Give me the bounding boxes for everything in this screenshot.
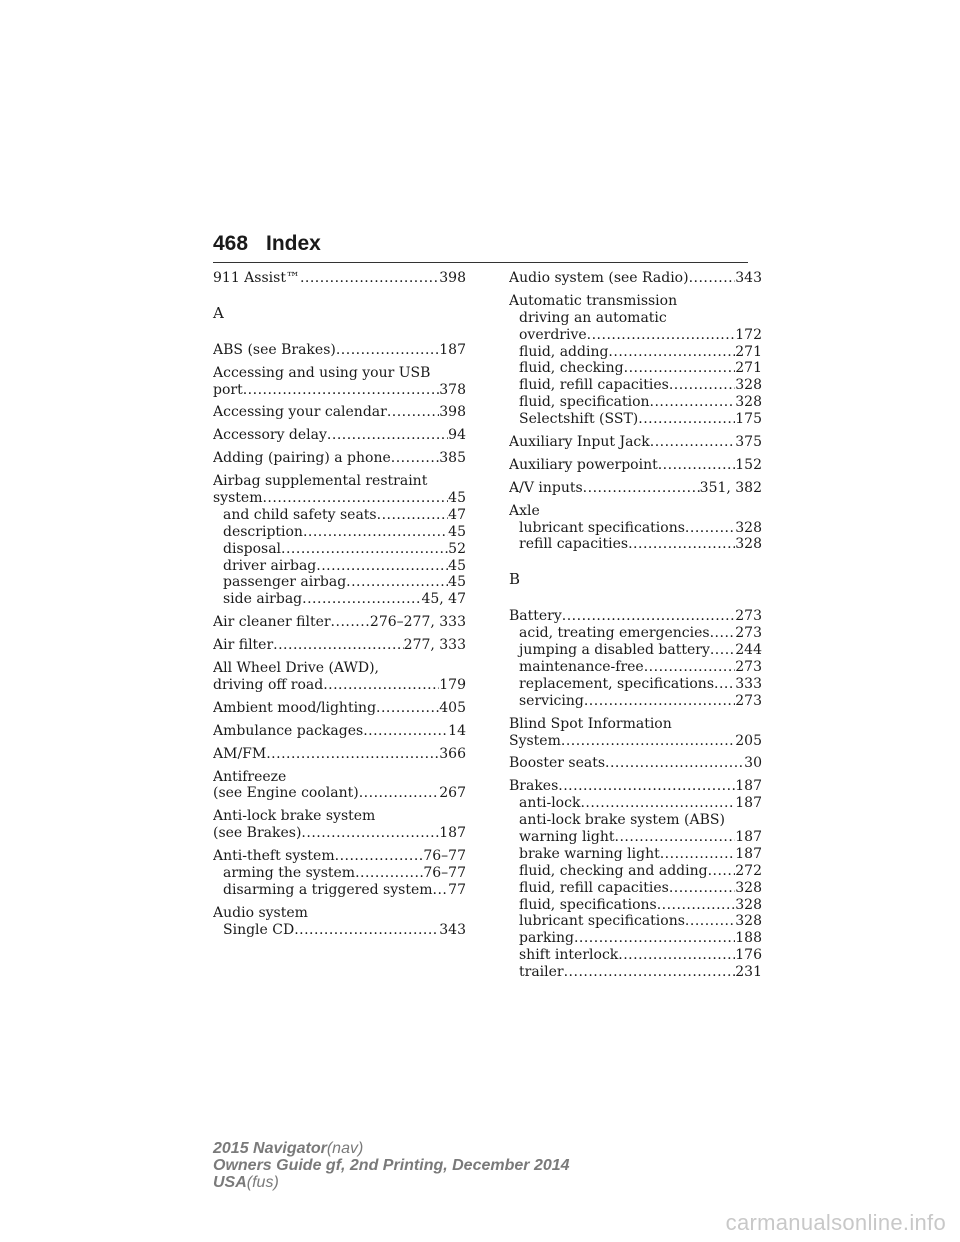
index-entry-line [213, 825, 466, 842]
index-subentry-line [509, 394, 762, 411]
index-entry [213, 427, 466, 444]
entry-label: fluid, adding [519, 343, 609, 360]
page-reference[interactable]: 398 [439, 270, 466, 286]
index-subentry-line [213, 922, 466, 939]
dot-leader [558, 778, 735, 795]
index-subentry-line [213, 558, 466, 575]
index-subentry-line [213, 524, 466, 541]
page-reference[interactable]: 45 [448, 490, 466, 507]
entry-label: description [223, 523, 303, 540]
dot-leader [262, 490, 448, 507]
index-entry-line [213, 637, 466, 654]
entry-label: Accessing and using your USB [213, 364, 431, 381]
entry-label: Accessing your calendar [213, 404, 387, 421]
index-entry [213, 473, 466, 608]
entry-label: Adding (pairing) a phone [213, 450, 391, 467]
dot-leader [650, 434, 736, 451]
entry-label: Selectshift (SST) [519, 411, 639, 428]
entry-label: Axle [509, 502, 540, 519]
dot-leader [302, 591, 421, 608]
dot-leader [273, 637, 404, 654]
index-entry [509, 434, 762, 451]
index-subentry-line [509, 536, 762, 553]
dot-leader [650, 394, 736, 411]
entry-label: lubricant specifications [519, 519, 685, 536]
page-reference[interactable]: 385 [439, 450, 466, 467]
watermark: carmanualsonline.info [725, 1210, 946, 1235]
dot-leader [562, 608, 735, 625]
entry-label: and child safety seats [223, 506, 377, 523]
index-subentry-line [213, 541, 466, 558]
page-reference[interactable]: 45, 47 [421, 591, 466, 608]
index-entry [509, 503, 762, 554]
index-entry-line [509, 293, 762, 310]
index-entry-line [213, 473, 466, 490]
entry-label: fluid, refill capacities [519, 377, 669, 394]
dot-leader [387, 404, 439, 421]
entry-label: Accessory delay [213, 427, 327, 444]
index-entry [213, 637, 466, 654]
dot-leader [669, 880, 735, 897]
dot-leader [376, 700, 439, 717]
index-entry-line [509, 755, 762, 772]
index-subentry-line [509, 913, 762, 930]
index-entry [509, 480, 762, 497]
page-number: 468 [213, 232, 249, 255]
page-reference[interactable]: 328 [735, 896, 762, 913]
index-entry [213, 769, 466, 803]
index-subentry-line [509, 693, 762, 710]
index-subentry-line [509, 897, 762, 914]
page-reference[interactable]: 271 [735, 360, 762, 377]
index-subentry-line [509, 947, 762, 964]
dot-leader [638, 411, 735, 428]
index-entry-line [213, 490, 466, 507]
section-letter: B [509, 570, 521, 589]
dot-leader [618, 947, 735, 964]
index-subentry-line [213, 865, 466, 882]
index-entry-line [213, 808, 466, 825]
footer-line-model: 2015 Navigator(nav) [213, 1140, 364, 1157]
dot-leader [331, 614, 370, 631]
index-entry [213, 270, 466, 287]
page-reference[interactable]: 351, 382 [699, 479, 762, 496]
dot-leader [363, 723, 448, 740]
index-entry [213, 808, 466, 842]
dot-leader [583, 480, 700, 497]
index-entry [509, 755, 762, 772]
index-entry-line [213, 769, 466, 786]
index-subentry-line [509, 520, 762, 537]
page-reference[interactable]: 187 [735, 795, 762, 812]
entry-label: disposal [223, 540, 282, 557]
page-reference[interactable]: 273 [735, 625, 762, 642]
index-entry-line [213, 450, 466, 467]
entry-label: Auxiliary powerpoint [509, 456, 658, 473]
index-entry-line [213, 677, 466, 694]
dot-leader [391, 450, 440, 467]
entry-label: replacement, specifications [519, 675, 715, 692]
index-column-right [509, 270, 762, 987]
dot-leader [300, 270, 439, 287]
entry-label: servicing [519, 692, 584, 709]
dot-leader [710, 625, 736, 642]
page-reference[interactable]: 273 [735, 608, 762, 625]
entry-label: side airbag [223, 591, 303, 608]
dot-leader [359, 785, 440, 802]
dot-leader [335, 848, 424, 865]
page-reference[interactable]: 267 [439, 785, 466, 802]
page-reference[interactable]: 52 [448, 540, 466, 557]
page-reference[interactable]: 244 [735, 642, 762, 659]
index-entry-line [213, 746, 466, 763]
index-subentry-line [509, 659, 762, 676]
index-subentry-line [509, 344, 762, 361]
entry-label: anti-lock brake system (ABS) [519, 812, 725, 829]
page-reference[interactable]: 76–77 [423, 864, 466, 881]
index-entry-line [213, 660, 466, 677]
entry-label: passenger airbag [223, 574, 347, 591]
entry-label: Air cleaner filter [213, 614, 331, 631]
entry-label: trailer [519, 964, 564, 981]
entry-label: fluid, specification [519, 394, 650, 411]
entry-label: Battery [509, 608, 562, 625]
dot-leader [346, 574, 448, 591]
entry-label: system [213, 490, 263, 507]
entry-label: Booster seats [509, 755, 606, 772]
page-reference[interactable]: 47 [448, 506, 466, 523]
index-entry-line [213, 382, 466, 399]
dot-leader [561, 733, 735, 750]
page-reference[interactable]: 205 [735, 732, 762, 749]
page-reference[interactable]: 152 [735, 456, 762, 473]
page-reference[interactable]: 328 [735, 536, 762, 553]
entry-label: 911 Assist™ [213, 270, 300, 286]
page-reference[interactable]: 273 [735, 658, 762, 675]
page-reference[interactable]: 328 [735, 394, 762, 411]
page-header [213, 226, 748, 263]
index-column-left [213, 270, 466, 945]
entry-label: disarming a triggered system [223, 881, 433, 898]
index-entry [509, 270, 762, 287]
index-entry [213, 614, 466, 631]
dot-leader [564, 964, 736, 981]
index-entry [213, 848, 466, 899]
dot-leader [685, 913, 735, 930]
dot-leader [294, 922, 439, 939]
entry-label: Ambulance packages [213, 722, 364, 739]
dot-leader [327, 427, 448, 444]
index-subentry-line [509, 625, 762, 642]
entry-label: anti-lock [519, 795, 581, 812]
index-subentry-line [509, 795, 762, 812]
index-entry-line [509, 733, 762, 750]
entry-label: Brakes [509, 778, 559, 795]
footer-line-printing: Owners Guide gf, 2nd Printing, December 2014 [213, 1157, 570, 1174]
page-reference[interactable]: 366 [439, 745, 466, 762]
dot-leader [377, 507, 449, 524]
index-entry [213, 723, 466, 740]
page-reference[interactable]: 375 [735, 434, 762, 451]
dot-leader [574, 930, 735, 947]
index-entry [509, 608, 762, 709]
index-entry-line [213, 700, 466, 717]
entry-label: fluid, checking and adding [519, 862, 708, 879]
document-footer [213, 1140, 570, 1191]
dot-leader [301, 825, 439, 842]
page-reference[interactable]: 187 [439, 341, 466, 358]
dot-leader [281, 541, 448, 558]
index-entry [213, 404, 466, 421]
entry-label: maintenance-free [519, 658, 644, 675]
page-reference[interactable]: 187 [439, 825, 466, 842]
dot-leader [587, 327, 736, 344]
entry-label: driver airbag [223, 557, 317, 574]
index-subentry-line [509, 846, 762, 863]
entry-label: Anti-lock brake system [213, 808, 376, 825]
entry-label: driving an automatic [519, 309, 667, 326]
index-subentry-line [213, 591, 466, 608]
entry-label: fluid, checking [519, 360, 624, 377]
entry-label: Audio system (see Radio) [509, 270, 689, 286]
entry-label: Blind Spot Information [509, 715, 672, 732]
entry-label: refill capacities [519, 536, 629, 553]
index-entry-line [509, 778, 762, 795]
index-subentry-line [509, 327, 762, 344]
section-letter: A [213, 303, 224, 322]
page-reference[interactable]: 187 [735, 778, 762, 795]
index-entry-line [509, 434, 762, 451]
dot-leader [710, 642, 735, 659]
page-reference[interactable]: 273 [735, 692, 762, 709]
entry-label: Airbag supplemental restraint [213, 473, 428, 490]
index-entry-line [213, 905, 466, 922]
page-reference[interactable]: 187 [735, 845, 762, 862]
index-subentry-line [213, 882, 466, 899]
page-reference[interactable]: 277, 333 [403, 637, 466, 654]
dot-leader [243, 382, 440, 399]
dot-leader [266, 746, 439, 763]
page-reference[interactable]: 328 [735, 913, 762, 930]
entry-label: fluid, refill capacities [519, 879, 669, 896]
page-title: Index [266, 232, 321, 255]
dot-leader [669, 377, 735, 394]
page-reference[interactable]: 94 [448, 427, 466, 444]
index-entry-line [509, 457, 762, 474]
dot-leader [644, 659, 736, 676]
entry-label: Ambient mood/lighting [213, 699, 377, 716]
page-reference[interactable]: 176 [735, 947, 762, 964]
index-entry-line [213, 427, 466, 444]
index-entry-line [509, 716, 762, 733]
dot-leader [323, 677, 439, 694]
page-reference[interactable]: 187 [735, 828, 762, 845]
dot-leader [605, 755, 744, 772]
index-entry [509, 716, 762, 750]
index-entry [213, 660, 466, 694]
entry-label: parking [519, 930, 574, 947]
entry-label: Air filter [213, 637, 274, 654]
index-entry [509, 778, 762, 981]
entry-label: warning light [519, 828, 615, 845]
page-reference[interactable]: 45 [448, 557, 466, 574]
index-entry-line [213, 785, 466, 802]
dot-leader [657, 897, 736, 914]
entry-label: (see Brakes) [213, 825, 302, 842]
entry-label: arming the system [223, 864, 356, 881]
page-reference[interactable]: 343 [439, 921, 466, 938]
entry-label: Audio system [213, 904, 308, 921]
entry-label: overdrive [519, 326, 587, 343]
index-subentry-line [509, 930, 762, 947]
entry-label: A/V inputs [509, 479, 583, 496]
page-reference[interactable]: 231 [735, 964, 762, 981]
index-entry-line [213, 365, 466, 382]
entry-label: AM/FM [213, 745, 267, 762]
entry-label: System [509, 732, 561, 749]
index-subentry-line [509, 310, 762, 327]
index-entry [509, 293, 762, 428]
entry-label: Anti-theft system [213, 848, 335, 865]
index-entry [509, 457, 762, 474]
index-entry-line [213, 723, 466, 740]
entry-label: shift interlock [519, 947, 619, 964]
entry-label: Single CD [223, 921, 295, 938]
index-subentry-line [213, 574, 466, 591]
page-reference[interactable]: 276–277, 333 [369, 614, 466, 631]
index-entry [213, 746, 466, 763]
index-subentry-line [509, 360, 762, 377]
page-reference[interactable]: 30 [744, 755, 762, 772]
page-reference[interactable]: 77 [448, 881, 466, 898]
entry-label: driving off road [213, 676, 324, 693]
page-reference[interactable]: 328 [735, 519, 762, 536]
dot-leader [615, 829, 736, 846]
entry-label: port [213, 381, 243, 398]
page-reference[interactable]: 14 [448, 722, 466, 739]
entry-label: jumping a disabled battery [519, 642, 710, 659]
entry-label: lubricant specifications [519, 913, 685, 930]
dot-leader [316, 558, 448, 575]
dot-leader [628, 536, 735, 553]
index-entry [213, 700, 466, 717]
index-subentry-line [509, 812, 762, 829]
page-reference[interactable]: 328 [735, 879, 762, 896]
page-reference[interactable]: 175 [735, 411, 762, 428]
index-entry-line [509, 608, 762, 625]
index-entry-line [213, 848, 466, 865]
entry-label: Auxiliary Input Jack [509, 434, 650, 451]
dot-leader [689, 270, 736, 287]
dot-leader [584, 693, 735, 710]
page-reference[interactable]: 172 [735, 326, 762, 343]
dot-leader [685, 520, 735, 537]
dot-leader [660, 846, 736, 863]
page-reference[interactable]: 45 [448, 574, 466, 591]
dot-leader [336, 342, 439, 359]
dot-leader [714, 676, 735, 693]
entry-label: fluid, specifications [519, 896, 657, 913]
dot-leader [580, 795, 735, 812]
page-reference[interactable]: 271 [735, 343, 762, 360]
entry-label: Antifreeze [213, 768, 287, 785]
dot-leader [708, 863, 736, 880]
entry-label: brake warning light [519, 845, 660, 862]
entry-label: (see Engine coolant) [213, 785, 359, 802]
index-subentry-line [509, 676, 762, 693]
dot-leader [658, 457, 736, 474]
page-reference[interactable]: 328 [735, 377, 762, 394]
index-entry [213, 905, 466, 939]
dot-leader [433, 882, 449, 899]
index-entry-line [213, 614, 466, 631]
index-subentry-line [509, 863, 762, 880]
index-entry-line [509, 503, 762, 520]
index-entry-line [213, 270, 466, 287]
index-entry [213, 365, 466, 399]
index-subentry-line [509, 880, 762, 897]
index-subentry-line [213, 507, 466, 524]
index-subentry-line [509, 829, 762, 846]
dot-leader [624, 360, 736, 377]
dot-leader [355, 865, 423, 882]
page-reference[interactable]: 76–77 [423, 848, 466, 865]
dot-leader [608, 344, 735, 361]
entry-label: All Wheel Drive (AWD), [213, 660, 379, 677]
index-entry [213, 342, 466, 359]
page-reference[interactable]: 272 [735, 862, 762, 879]
page-reference[interactable]: 378 [439, 381, 466, 398]
index-subentry-line [509, 642, 762, 659]
page-reference[interactable]: 179 [439, 676, 466, 693]
page-reference[interactable]: 188 [735, 930, 762, 947]
page-reference[interactable]: 343 [735, 270, 762, 286]
index-subentry-line [509, 964, 762, 981]
dot-leader [303, 524, 448, 541]
entry-label: ABS (see Brakes) [213, 341, 336, 358]
index-entry-line [509, 480, 762, 497]
page-reference[interactable]: 45 [448, 523, 466, 540]
index-entry-line [213, 404, 466, 421]
index-entry [213, 450, 466, 467]
page-reference[interactable]: 333 [735, 675, 762, 692]
page-reference[interactable]: 398 [439, 404, 466, 421]
index-entry-line [509, 270, 762, 287]
index-subentry-line [509, 377, 762, 394]
footer-line-market: USA(fus) [213, 1174, 279, 1191]
entry-label: acid, treating emergencies [519, 625, 710, 642]
page-reference[interactable]: 405 [439, 699, 466, 716]
entry-label: Automatic transmission [509, 292, 678, 309]
index-subentry-line [509, 411, 762, 428]
index-entry-line [213, 342, 466, 359]
